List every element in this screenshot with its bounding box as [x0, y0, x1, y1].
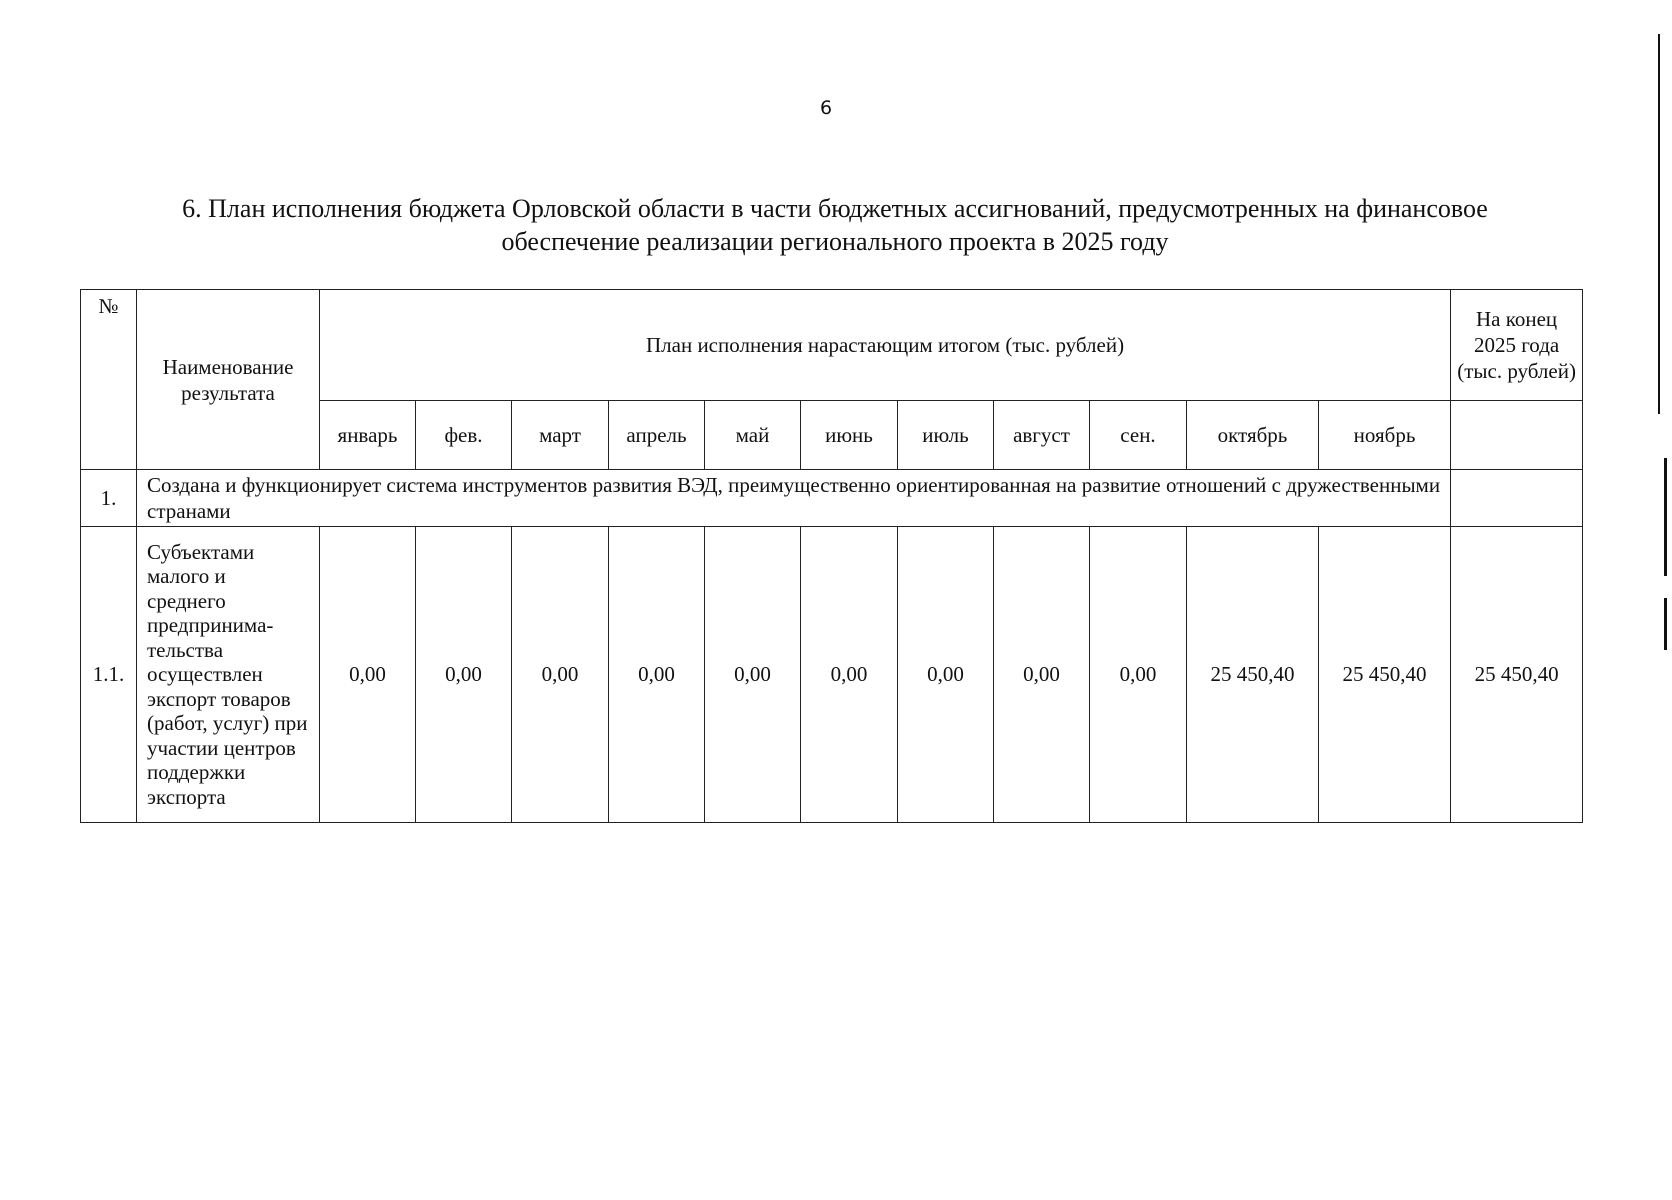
value-cell: 0,00: [320, 527, 416, 823]
value-cell: 0,00: [801, 527, 898, 823]
month-header: январь: [320, 401, 416, 470]
value-cell: 0,00: [898, 527, 994, 823]
value-cell: 25 450,40: [1187, 527, 1319, 823]
page-number: 6: [820, 97, 833, 119]
month-header: апрель: [609, 401, 705, 470]
month-header: октябрь: [1187, 401, 1319, 470]
header-end-of-year: На конец 2025 года (тыс. рублей): [1451, 290, 1583, 401]
title-line-2: обеспечение реализации регионального проекта в 2025 году: [501, 227, 1169, 256]
month-header: июнь: [801, 401, 898, 470]
scan-edge-mark: [1664, 458, 1667, 576]
end-of-year-value: 25 450,40: [1451, 527, 1583, 823]
value-cell: 0,00: [1090, 527, 1187, 823]
budget-plan-table: [80, 289, 1583, 823]
group-title: Создана и функционирует система инструментов развития ВЭД, преимущественно ориентированная на развитие отношений с дружественными странами: [137, 470, 1451, 527]
table-row: [81, 527, 1583, 823]
month-header: фев.: [416, 401, 512, 470]
scan-edge-line: [1658, 34, 1660, 414]
title-line-1: 6. План исполнения бюджета Орловской области в части бюджетных ассигнований, предусмотренных на финансовое: [182, 194, 1488, 223]
header-result-name: Наименование результата: [137, 290, 320, 470]
group-empty-cell: [1451, 470, 1583, 527]
month-header: июль: [898, 401, 994, 470]
month-header: август: [994, 401, 1090, 470]
item-number: 1.1.: [81, 527, 137, 823]
scan-edge-mark: [1664, 598, 1667, 650]
item-name: Субъектами малого и среднего предпринима-тельства осуществлен экспорт товаров (работ, услуг) при участии центров поддержки экспорта: [137, 527, 320, 823]
document-title: [90, 192, 1580, 258]
value-cell: 0,00: [705, 527, 801, 823]
value-cell: 0,00: [512, 527, 609, 823]
header-number: №: [81, 290, 137, 470]
empty-header-cell: [1451, 401, 1583, 470]
value-cell: 25 450,40: [1319, 527, 1451, 823]
value-cell: 0,00: [609, 527, 705, 823]
month-header: март: [512, 401, 609, 470]
value-cell: 0,00: [994, 527, 1090, 823]
value-cell: 0,00: [416, 527, 512, 823]
month-header: сен.: [1090, 401, 1187, 470]
group-number: 1.: [81, 470, 137, 527]
month-header: май: [705, 401, 801, 470]
header-plan: План исполнения нарастающим итогом (тыс. рублей): [320, 290, 1451, 401]
month-header: ноябрь: [1319, 401, 1451, 470]
